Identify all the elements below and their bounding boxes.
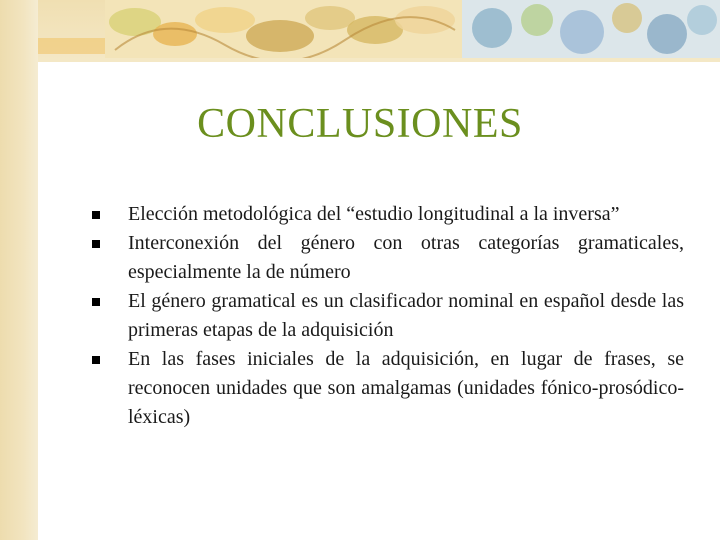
conclusions-list [88,200,684,432]
slide-title: CONCLUSIONES [197,101,523,147]
bullet-text: Interconexión del género con otras categorías gramaticales, especialmente la de número [128,232,684,283]
square-bullet-icon [92,211,100,219]
square-bullet-icon [92,356,100,364]
bullet-text: Elección metodológica del “estudio longitudinal a la inversa” [128,203,620,225]
square-bullet-icon [92,240,100,248]
blue-floral-art [462,0,720,58]
bullet-text: En las fases iniciales de la adquisición, en lugar de frases, se reconocen unidades que son amalgamas (unidades fónico-prosódico-léxicas) [128,348,684,428]
list-item [88,287,684,345]
bullet-text: El género gramatical es un clasificador nominal en español desde las primeras etapas de la adquisición [128,290,684,341]
square-bullet-icon [92,298,100,306]
top-decorative-banner [0,0,720,62]
list-item [88,200,684,229]
list-item [88,345,684,432]
list-item [88,229,684,287]
left-parchment-strip [0,0,38,540]
leaves-art [105,0,465,58]
